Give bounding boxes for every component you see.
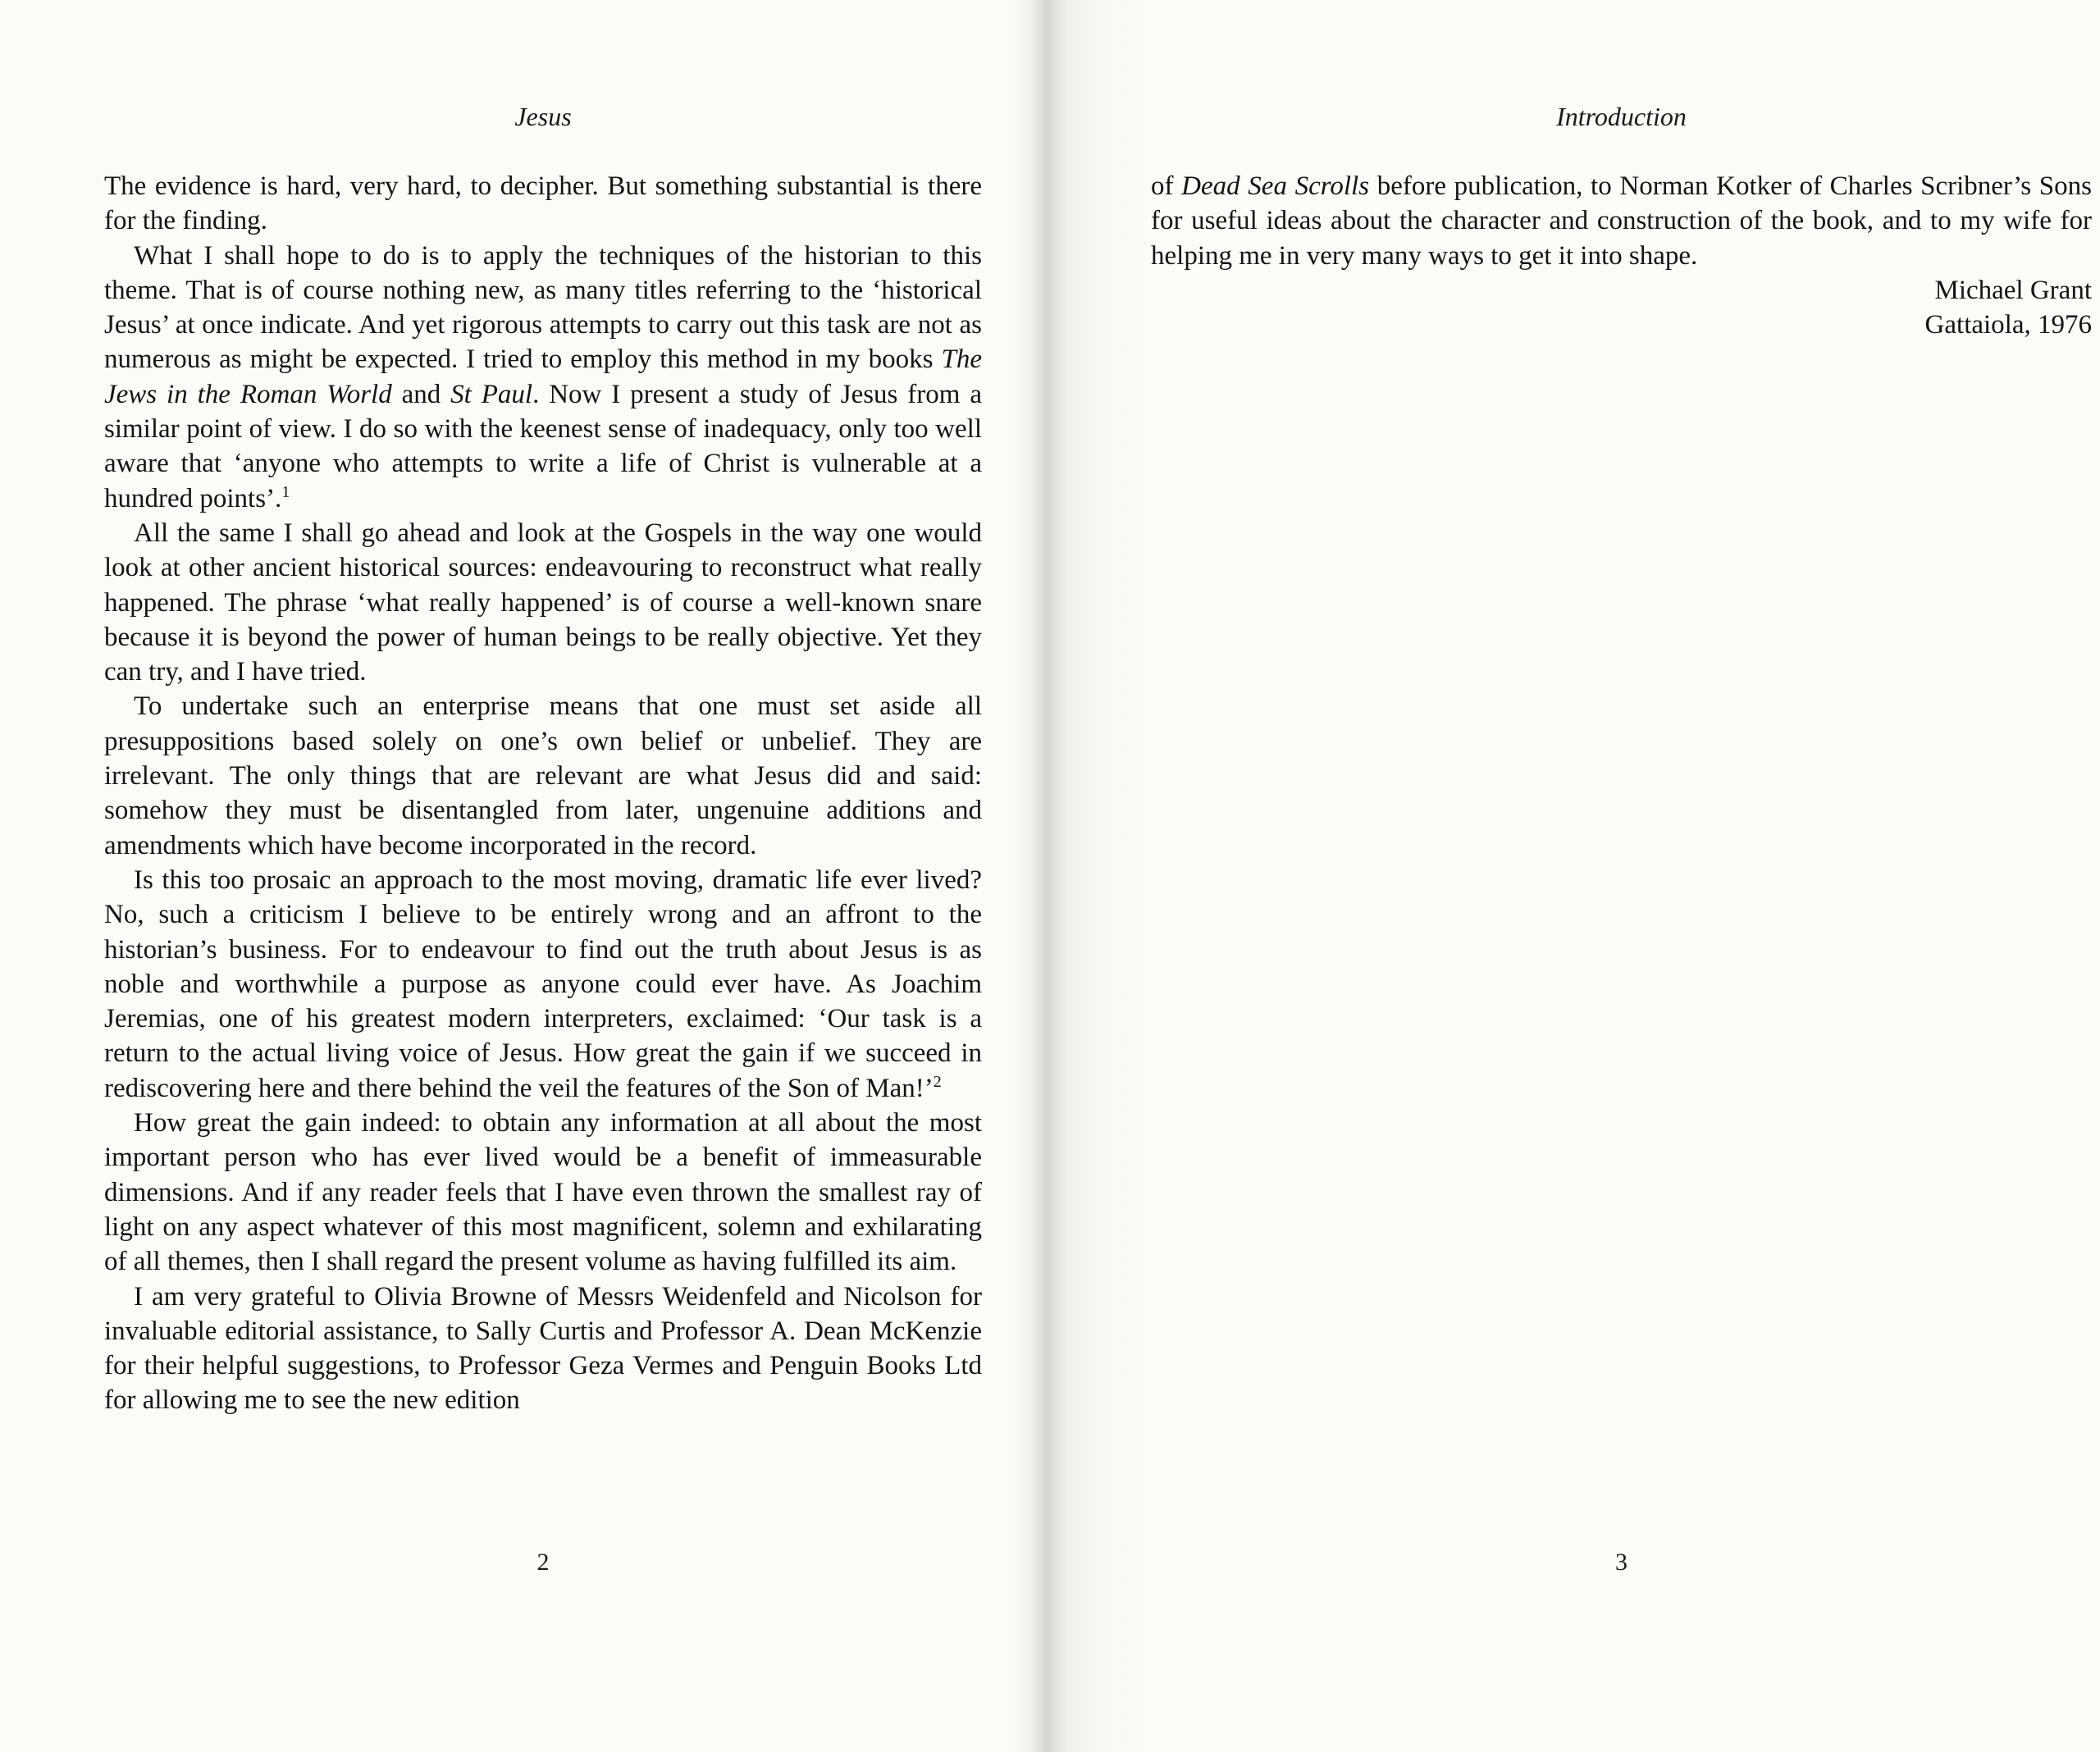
author-name: Michael Grant [1934,275,2092,305]
text-run: The evidence is hard, very hard, to decipher. But something substantial is there for the finding. [104,171,982,236]
running-head-left: Jesus [514,102,572,131]
text-run: What I shall hope to do is to apply the techniques of the historian to this theme. That is of course nothing new, as many titles referring to the ‘historical Jesus’ at once indicate. And yet rigorous attempts to carry out this task are not as numerous as might be expected. I tried to employ this method in my books [104,240,982,375]
right-paragraphs [1151,169,2092,273]
page-number-right: 3 [1615,1549,1628,1576]
paragraph [104,169,982,239]
paragraph [104,516,982,689]
paragraph [1151,169,2092,273]
place-date: Gattaiola, 1976 [1924,310,2092,340]
right-page [1050,0,2100,1752]
text-run: before publication, to Norman Kotker of Charles Scribner’s Sons for useful ideas about the character and construction of the book, and to my wife for helping me in very many ways to get it into shape. [1151,171,2092,271]
page-number-left: 2 [536,1549,550,1576]
text-run: To undertake such an enterprise means that one must set aside all presuppositions based solely on one’s own belief or unbelief. They are irrelevant. The only things that are relevant are what Jesus did and said: somehow they must be disentangled from later, ungenuine additions and amendments which have become incorporated in the record. [104,691,982,860]
left-page [0,0,1042,1752]
footnote-marker: 1 [281,482,290,501]
running-head-right: Introduction [1556,102,1687,131]
paragraph [104,863,982,1106]
right-body-text [1151,169,2092,342]
paragraph [104,1280,982,1418]
text-run: How great the gain indeed: to obtain any information at all about the most important person who has ever lived would be a benefit of immeasurable dimensions. And if any reader feels that I have even thrown the smallest ray of light on any aspect whatever of this most magnificent, solemn and exhilarating of all themes, then I shall regard the present volume as having fulfilled its aim. [104,1108,982,1277]
text-run: Is this too prosaic an approach to the most moving, dramatic life ever lived? No, such a criticism I believe to be entirely wrong and an affront to the historian’s business. For to endeavour to find out the truth about Jesus is as noble and worthwhile a purpose as anyone could ever have. As Joachim Jeremias, one of his greatest modern interpreters, exclaimed: ‘Our task is a return to the actual living voice of Jesus. How great the gain if we succeed in rediscovering here and there behind the veil the features of the Son of Man!’ [104,865,982,1103]
footnote-marker: 2 [933,1072,942,1091]
text-run: All the same I shall go ahead and look at the Gospels in the way one would look at other ancient historical sources: endeavouring to reconstruct what really happened. The phrase ‘what really happened’ is of course a well-known snare because it is beyond the power of human beings to be really objective. Yet they can try, and I have tried. [104,518,982,687]
signature-block [1151,273,2092,343]
text-run: . Now I present a study of Jesus from a similar point of view. I do so with the keenest sense of inadequacy, only too well aware that ‘anyone who attempts to write a life of Christ is vulnerable at a hundred points’. [104,379,982,513]
text-run: and [391,379,451,409]
paragraph [104,1106,982,1279]
italic-title: St Paul [450,379,533,409]
text-run: I am very grateful to Olivia Browne of Messrs Weidenfeld and Nicolson for invaluable editorial assistance, to Sally Curtis and Professor A. Dean McKenzie for their helpful suggestions, to Professor Geza Vermes and Penguin Books Ltd for allowing me to see the new edition [104,1281,982,1416]
paragraph [104,239,982,516]
left-body-text [104,169,982,1418]
italic-title: The Jews in the Roman World [104,344,982,409]
text-run: of [1151,171,1182,201]
italic-title: Dead Sea Scrolls [1181,171,1370,201]
paragraph [104,689,982,862]
